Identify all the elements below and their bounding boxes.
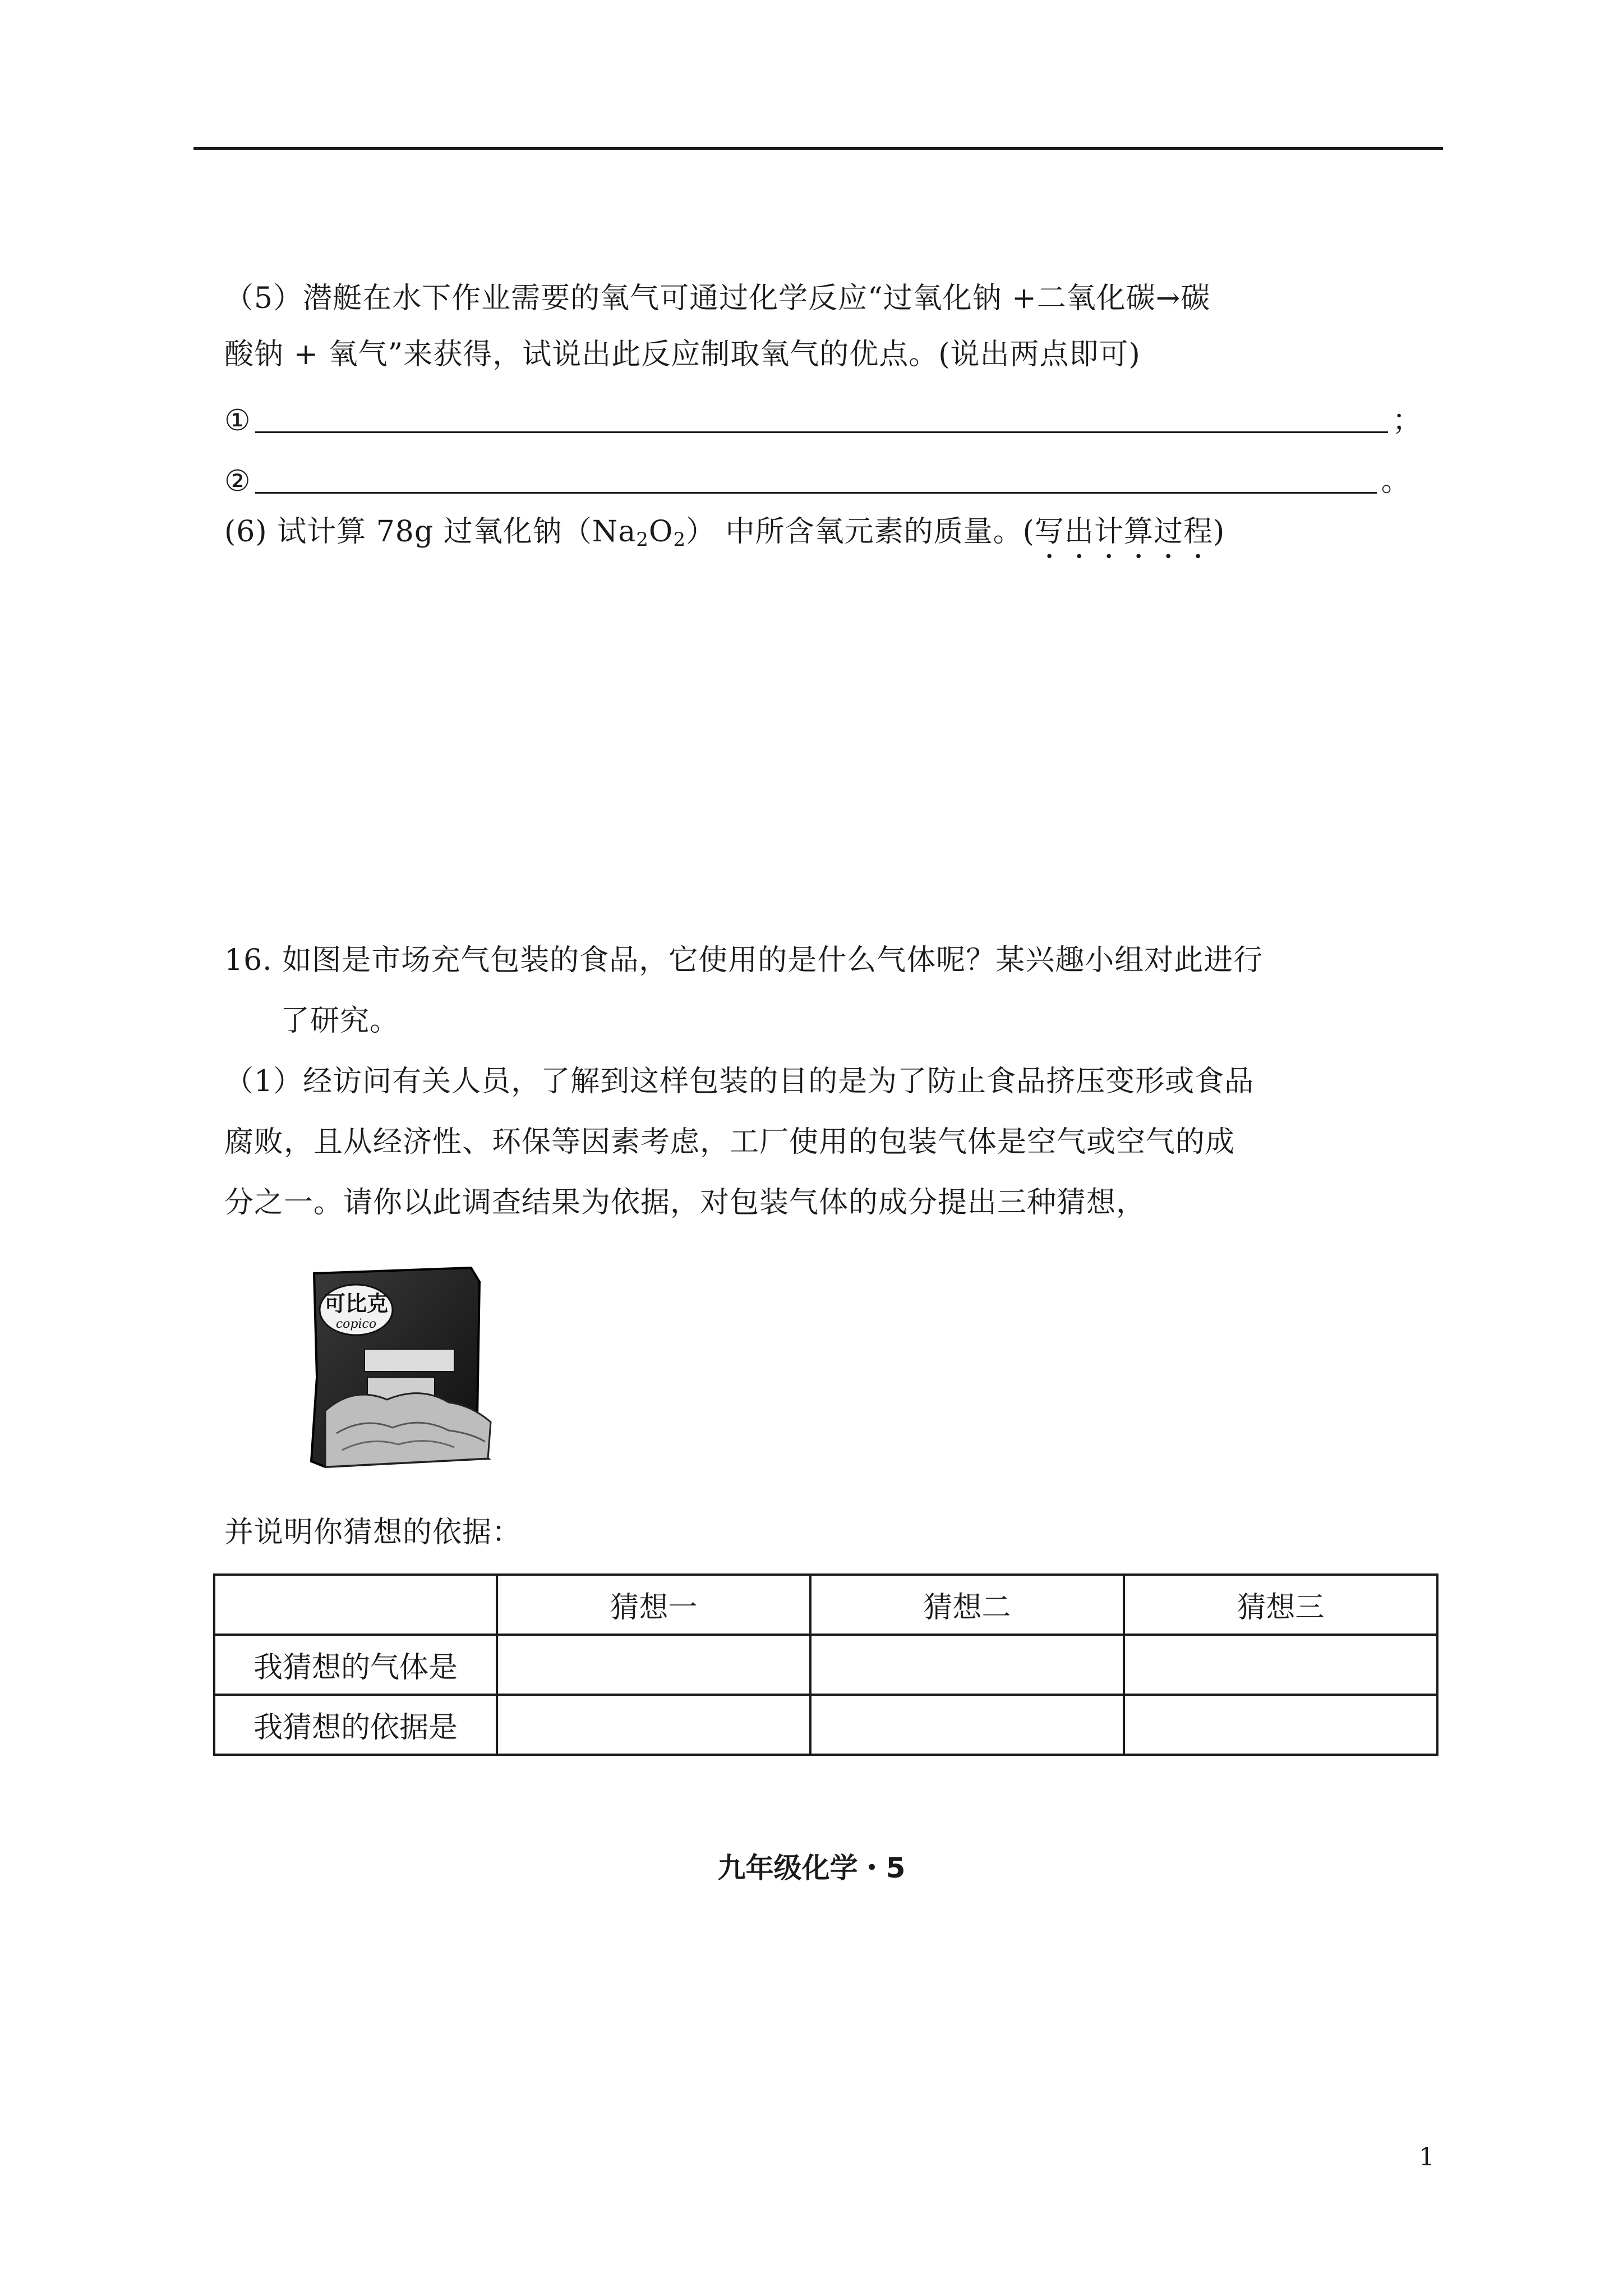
snack-bag-image <box>303 1265 499 1478</box>
header-rule <box>193 147 1443 150</box>
answer-cell[interactable] <box>497 1635 810 1695</box>
table-header-row <box>214 1575 1437 1635</box>
table-row <box>214 1635 1437 1695</box>
answer-cell[interactable] <box>1124 1635 1437 1695</box>
q16-after-image: 并说明你猜想的依据： <box>224 1516 522 1549</box>
table-header-blank <box>214 1575 497 1635</box>
guess-table <box>213 1573 1438 1756</box>
q16-line2: 了研究。 <box>280 1004 400 1038</box>
blank-end-2: 。 <box>1381 464 1410 498</box>
table-header-guess-2: 猜想二 <box>810 1575 1124 1635</box>
q6-sub1: 2 <box>636 528 649 551</box>
q6-emphasis: 写出计算过程 <box>1034 515 1213 549</box>
answer-cell[interactable] <box>810 1695 1124 1755</box>
row-label-gas: 我猜想的气体是 <box>214 1635 497 1695</box>
answer-cell[interactable] <box>497 1695 810 1755</box>
q5-answer-blank-1[interactable] <box>224 403 1422 439</box>
q5-line2: 酸钠 + 氧气”来获得，试说出此反应制取氧气的优点。(说出两点即可) <box>224 338 1141 371</box>
table-header-guess-1: 猜想一 <box>497 1575 810 1635</box>
q6-prefix: (6) 试计算 78g 过氧化钠（Na <box>224 515 637 549</box>
answer-underline-1 <box>255 431 1388 433</box>
table-header-guess-3: 猜想三 <box>1124 1575 1437 1635</box>
q16-p1-line2: 腐败，且从经济性、环保等因素考虑，工厂使用的包装气体是空气或空气的成 <box>224 1125 1235 1159</box>
answer-underline-2 <box>255 492 1377 494</box>
answer-cell[interactable] <box>810 1635 1124 1695</box>
blank-marker-2: ② <box>224 464 251 498</box>
q16-p1-line3: 分之一。请你以此调查结果为依据，对包装气体的成分提出三种猜想， <box>224 1186 1146 1220</box>
q6-mid: O <box>648 515 674 549</box>
q6-close: ) <box>1212 515 1225 549</box>
q6-line <box>224 514 1225 565</box>
page-number: 1 <box>1419 2143 1435 2171</box>
brand-text: 可比克 <box>324 1291 389 1316</box>
blank-end-1: ； <box>1392 404 1422 438</box>
q6-sub2: 2 <box>673 528 686 551</box>
page-footer: 九年级化学・5 <box>717 1852 906 1884</box>
blank-marker-1: ① <box>224 404 251 438</box>
row-label-basis: 我猜想的依据是 <box>214 1695 497 1755</box>
brand-text-en: copico <box>335 1317 377 1331</box>
q16-line1: 16. 如图是市场充气包装的食品，它使用的是什么气体呢？某兴趣小组对此进行 <box>224 944 1264 977</box>
table-row <box>214 1695 1437 1755</box>
q16-p1-line1: （1）经访问有关人员，了解到这样包装的目的是为了防止食品挤压变形或食品 <box>224 1065 1255 1098</box>
q6-suffix: ） 中所含氧元素的质量。( <box>686 515 1035 549</box>
answer-cell[interactable] <box>1124 1695 1437 1755</box>
q5-answer-blank-2[interactable] <box>224 463 1410 499</box>
q5-line1: （5）潜艇在水下作业需要的氧气可通过化学反应“过氧化钠 +二氧化碳→碳 <box>224 282 1211 315</box>
